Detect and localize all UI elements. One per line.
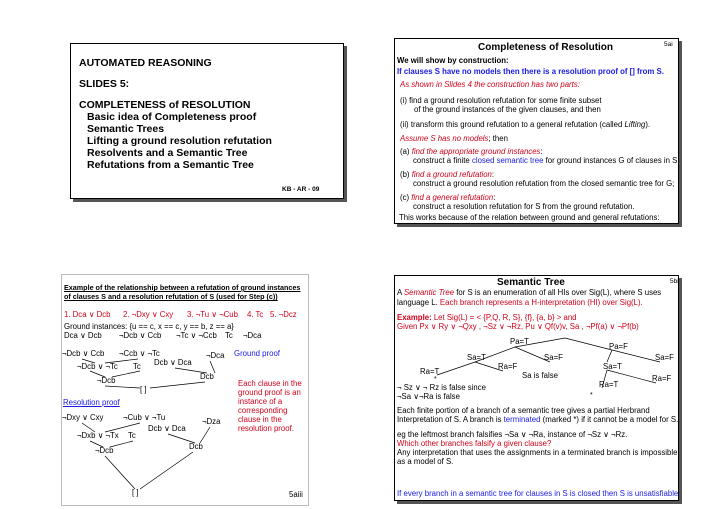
slide-1-title-3: COMPLETENESS of RESOLUTION	[79, 99, 251, 111]
slide-2-note: As shown in Slides 4 the construction has two parts:	[400, 80, 580, 89]
slide-1-topic-4: Resolvents and a Semantic Tree	[87, 147, 248, 159]
st-l2-b: Sa=F	[544, 353, 563, 362]
st-l2-c: Sa=F	[655, 353, 674, 362]
slide-2-part-2-text: (ii) transform this ground refutation to a general refutation (called	[400, 120, 625, 129]
gp-node-3: ¬Dca	[206, 351, 225, 360]
slide-1-footer: KB - AR - 09	[282, 186, 320, 193]
slide-2-step-a-text-2: for ground instances G of clauses in S;	[543, 156, 680, 165]
slide-3-clause-2: 2. ¬Dxy ∨ Cxy	[123, 310, 174, 319]
slide-2-step-a-text-1: construct a finite	[413, 156, 472, 165]
slide-2-part-1b: of the ground instances of the given clauses, and then	[414, 105, 601, 114]
semantic-tree-edges	[437, 338, 660, 388]
slide-2-step-a-head: (a) find the appropriate ground instances:	[400, 147, 543, 156]
slide-3-explain-1: Each clause in the	[238, 379, 302, 388]
slide-2-assume-text: Assume S has no models	[400, 134, 489, 143]
slide-1-topic-1: Basic idea of Completeness proof	[87, 111, 257, 123]
slide-3-clause-4: 4. Tc	[247, 310, 264, 319]
slide-2-intro-1: We will show by construction:	[397, 56, 509, 65]
st-fnote-2: ¬Sa ∨¬Ra is false	[397, 392, 460, 401]
slide-4-example-label: Example:	[397, 313, 432, 322]
gp-node-7: Dcb	[200, 372, 214, 381]
st-fnote-1: ¬ Sz ∨ ¬ Rz is false since	[397, 383, 486, 392]
slide-1-title-1: AUTOMATED REASONING	[79, 57, 212, 69]
slide-1-topic-5: Refutations from a Semantic Tree	[87, 159, 254, 171]
slide-2-part-2-em: Lifting	[624, 120, 646, 129]
gp-node-9: [ ]	[140, 385, 147, 394]
slide-2-step-c-head: (c) find a general refutation:	[400, 193, 496, 202]
gp-node-6: Tc	[133, 362, 141, 371]
slide-1-topic-3: Lifting a ground resolution refutation	[87, 135, 272, 147]
st-false-note: Sa is false	[522, 371, 558, 380]
slide-3-ground-3: ¬Tc ∨ ¬Ccb	[176, 331, 217, 340]
rp-node-3: ¬Dza	[202, 417, 221, 426]
slide-3-explain-6: resolution proof.	[238, 424, 294, 433]
rp-node-6: Tc	[128, 431, 136, 440]
st-l3-b: Ra=F	[498, 362, 518, 371]
slide-3-ground-proof-label: Ground proof	[234, 349, 280, 358]
slide-2-part-1a: (i) find a ground resolution refutation for some finite subset	[400, 96, 602, 105]
slide-2-number: 5ai	[664, 41, 673, 48]
slide-2-closing: This works because of the relation between ground and general refutations:	[399, 213, 660, 222]
rp-node-2: ¬Cub ∨ ¬Tu	[123, 413, 166, 422]
gp-node-1: ¬Dcb ∨ Ccb	[62, 349, 105, 358]
slide-4-def-2-red: Each branch represents a H-interpretation (HI) over Sig(L).	[439, 298, 643, 307]
gp-node-8: ¬Dcb	[97, 376, 116, 385]
rp-node-7: Dcb	[189, 442, 203, 451]
resolution-proof-edges	[82, 423, 210, 489]
slide-4-para-3a: Any interpretation that uses the assignments in a terminated branch is impossible	[397, 448, 678, 457]
slide-3-ground-1: Dca ∨ Dcb	[64, 331, 102, 340]
slide-4-def-1-em: Semantic Tree	[403, 288, 455, 297]
slide-2-step-b-text: construct a ground resolution refutation from the closed semantic tree for G;	[413, 179, 675, 188]
slide-2-step-c-title: find a general refutation	[411, 193, 494, 202]
st-l3-d: Ra=F	[652, 374, 672, 383]
slide-4-def-1a: A	[397, 288, 404, 297]
slide-3-heading-1: Example of the relationship between a refutation of ground instances	[64, 283, 301, 292]
slide-4-example-text: Let Sig(L) = < {P,Q, R, S}, {f}, {a, b} > and	[431, 313, 577, 322]
slide-2-step-c-text: construct a resolution refutation for S from the ground refutation.	[413, 202, 635, 211]
slide-3-ground-4: Tc	[225, 331, 233, 340]
rp-node-5: ¬Dxb ∨ ¬Tx	[77, 431, 119, 440]
slide-2-step-b-head: (b) find a ground refutation:	[400, 170, 495, 179]
slide-3-number: 5aiii	[289, 490, 303, 499]
slide-3-clause-1: 1. Dca ∨ Dcb	[64, 310, 111, 319]
st-l3-c: Sa=T	[603, 362, 622, 371]
slide-2-part-2-end: ).	[645, 120, 651, 129]
slide-4-example-2: Given Px ∨ Ry ∨ ¬Qxy , ¬Sz ∨ ¬Rz, Pu ∨ Qf(v)v, Sa , ¬Pf(a) ∨ ¬Pf(b)	[397, 322, 639, 331]
slide-2-title: Completeness of Resolution	[478, 42, 614, 53]
svg-text:*: *	[590, 392, 593, 399]
slide-4-para-2b: (marked *) if it cannot be a model for S.	[540, 415, 679, 424]
slide-4-def-1b: for S is an enumeration of all HIs over Sig(L), where S uses	[454, 288, 662, 297]
slide-1-topic-2: Semantic Trees	[87, 123, 165, 135]
slide-3-explain-5: clause in the	[238, 415, 282, 424]
rp-node-4: Dcb ∨ Dca	[148, 424, 186, 433]
slide-3-ground-5: ¬Dca	[243, 331, 262, 340]
slide-4-eg: eg the leftmost branch falsifies ¬Sa ∨ ¬Ra, instance of ¬Sz ∨ ¬Rz.	[397, 430, 628, 439]
st-root-T: Pa=T	[510, 337, 529, 346]
slide-4-final: If every branch in a semantic tree for clauses in S is closed then S is unsatisfiable.	[397, 489, 681, 498]
slide-1-title-2: SLIDES 5:	[79, 78, 130, 90]
slide-3-explain-3: instance of a	[238, 397, 283, 406]
slide-3-explain-4: corresponding	[238, 406, 288, 415]
slide-2-step-b-title: find a ground refutation	[411, 170, 492, 179]
gp-node-5: ¬Dcb ∨ ¬Tc	[77, 362, 118, 371]
slide-3-heading-2: of clauses S and a resolution refutation of S (used for Step (c))	[64, 292, 278, 301]
semantic-tree-terminals	[434, 376, 593, 399]
slide-4-para-2a: Interpretation of S. A branch is	[397, 415, 504, 424]
svg-text:*: *	[434, 376, 437, 383]
st-root-F: Pa=F	[609, 342, 628, 351]
gp-node-2: ¬Ccb ∨ ¬Tc	[119, 349, 160, 358]
slide-2-intro-2: If clauses S have no models then there is a resolution proof of [] from S.	[397, 67, 664, 76]
slide-3-explain-2: ground proof is an	[238, 388, 301, 397]
slide-2-assume-end: ; then	[488, 134, 508, 143]
rp-node-9: [ ]	[132, 488, 139, 497]
ground-proof-edges	[82, 359, 215, 388]
st-l3-a: Ra=T	[420, 367, 440, 376]
slide-3-clause-3: 3. ¬Tu ∨ ¬Cub	[187, 310, 238, 319]
rp-node-1: ¬Dxy ∨ Cxy	[62, 413, 104, 422]
slide-2-step-a-blue: closed semantic tree	[471, 156, 544, 165]
slide-4-para-2-blue: terminated	[503, 415, 541, 424]
gp-node-4: Dcb ∨ Dca	[154, 358, 192, 367]
slide-4-number: 5bi	[670, 278, 679, 285]
rp-node-8: ¬Dcb	[95, 446, 114, 455]
slide-2-step-a-title: find the appropriate ground instances	[411, 147, 541, 156]
st-l2-a: Sa=T	[467, 353, 486, 362]
slide-4-para-1: Each finite portion of a branch of a semantic tree gives a partial Herbrand	[397, 406, 650, 415]
slide-4-question: Which other branches falsify a given clause?	[397, 439, 552, 448]
slide-4-def-2a: language L.	[397, 298, 440, 307]
slide-3-resolution-proof-label: Resolution proof	[63, 398, 120, 407]
slide-3-clause-5: 5. ¬Dcz	[270, 310, 297, 319]
slide-4-para-3b: as a model of S.	[397, 457, 454, 466]
slide-4-title: Semantic Tree	[497, 277, 565, 288]
st-ra-t: Ra=T	[599, 380, 619, 389]
slide-3-ground-label: Ground instances: {u == c, x == c, y == b, z == a}	[64, 322, 234, 331]
slide-3-ground-2: ¬Dcb ∨ Ccb	[119, 331, 162, 340]
